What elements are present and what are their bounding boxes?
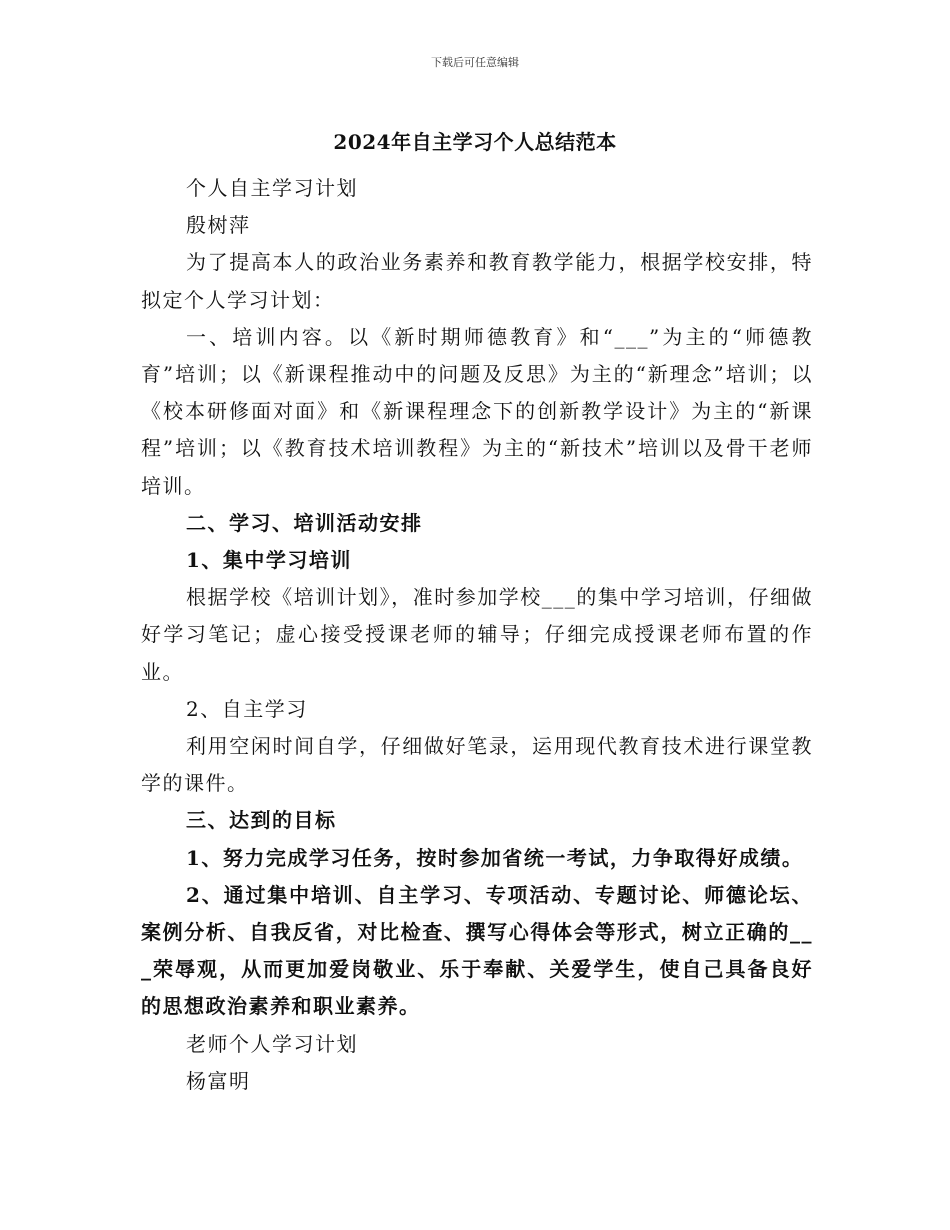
document-body [141, 170, 813, 1100]
subheading-self-study: 2、自主学习 [186, 696, 308, 721]
section-heading-personal-plan: 个人自主学习计划 [186, 176, 358, 200]
goal-item-1: 1、努力完成学习任务，按时参加省统一考试，力争取得好成绩。 [186, 845, 804, 870]
subheading-centralized-training: 1、集中学习培训 [186, 548, 352, 573]
section-heading-activities: 二、学习、培训活动安排 [186, 510, 423, 535]
training-content-paragraph: 一、培训内容。以《新时期师德教育》和“___”为主的“师德教育”培训；以《新课程推动中的问题及反思》为主的“新理念”培训；以《校本研修面对面》和《新课程理念下的创新教学设计》为主的“新课程”培训；以《教育技术培训教程》为主的“新技术”培训以及骨干老师培训。 [141, 324, 813, 498]
section-heading-teacher-plan: 老师个人学习计划 [186, 1031, 358, 1056]
author-name-2: 杨富明 [186, 1068, 251, 1093]
page-header-note: 下载后可任意编辑 [431, 56, 519, 69]
author-name: 殷树萍 [186, 213, 251, 238]
centralized-training-paragraph: 根据学校《培训计划》，准时参加学校___的集中学习培训，仔细做好学习笔记；虚心接受授课老师的辅导；仔细完成授课老师布置的作业。 [141, 585, 813, 684]
section-heading-goals: 三、达到的目标 [186, 808, 337, 833]
goal-item-2: 2、通过集中培训、自主学习、专项活动、专题讨论、师德论坛、案例分析、自我反省，对比检查、撰写心得体会等形式，树立正确的___荣辱观，从而更加爱岗敬业、乐于奉献、关爱学生，使自己具备良好的思想政治素养和职业素养。 [141, 882, 813, 1019]
document-title: 2024年自主学习个人总结范本 [333, 130, 617, 154]
intro-paragraph: 为了提高本人的政治业务素养和教育教学能力，根据学校安排，特拟定个人学习计划： [141, 250, 813, 312]
self-study-paragraph: 利用空闲时间自学，仔细做好笔录，运用现代教育技术进行课堂教学的课件。 [141, 734, 813, 796]
